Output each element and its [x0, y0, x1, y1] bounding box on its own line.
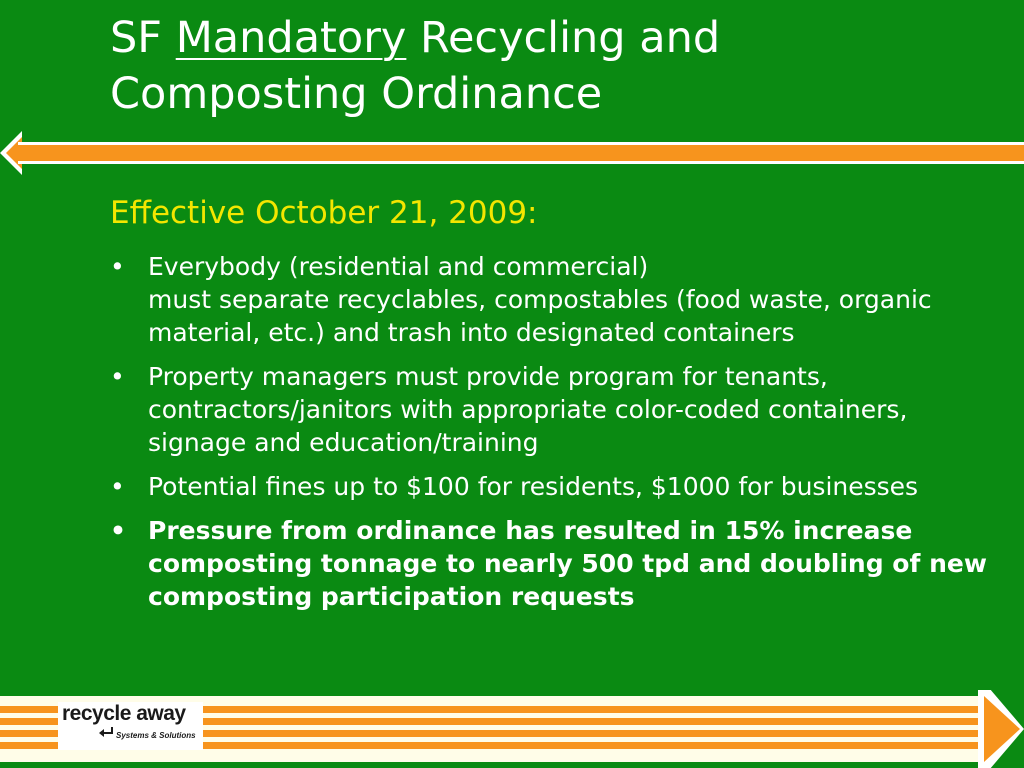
bullet-item-fines [106, 470, 1006, 503]
bullet-text: Potential fines up to $100 for residents, $1000 for businesses [148, 472, 919, 501]
bullet-text: Property managers must provide program for tenants, contractors/janitors with appropriate color-coded containers, signage and education/training [148, 362, 908, 457]
bullet-item-pressure [106, 514, 1006, 613]
recycle-away-logo [58, 702, 203, 750]
bullet-item-everybody [106, 250, 1006, 349]
title-prefix: SF [110, 13, 176, 63]
bullet-line: must separate recyclables, compostables (food waste, organic material, etc.) and trash into designated containers [148, 285, 932, 347]
bullet-item-property-managers [106, 360, 1006, 459]
effective-date-heading: Effective October 21, 2009: [110, 195, 538, 231]
title-underlined-word: Mandatory [175, 13, 407, 63]
bullet-dot: • [110, 472, 125, 501]
logo-tagline: Systems & Solutions [116, 731, 196, 740]
arrow-hook-icon [98, 726, 114, 738]
bullet-line: Everybody (residential and commercial) [148, 252, 649, 281]
bullet-dot: • [110, 362, 125, 391]
bullet-dot: • [110, 252, 125, 281]
left-arrow-divider [0, 128, 1024, 178]
bullet-dot: • [110, 516, 126, 545]
bullet-list [106, 250, 1006, 624]
title-rest: Recycling and Composting Ordinance [110, 13, 721, 119]
bullet-text: Pressure from ordinance has resulted in 15% increase composting tonnage to nearly 500 tpd and doubling of new composting participation requests [148, 516, 987, 611]
logo-name: recycle away [62, 702, 186, 725]
slide-title [110, 10, 990, 122]
